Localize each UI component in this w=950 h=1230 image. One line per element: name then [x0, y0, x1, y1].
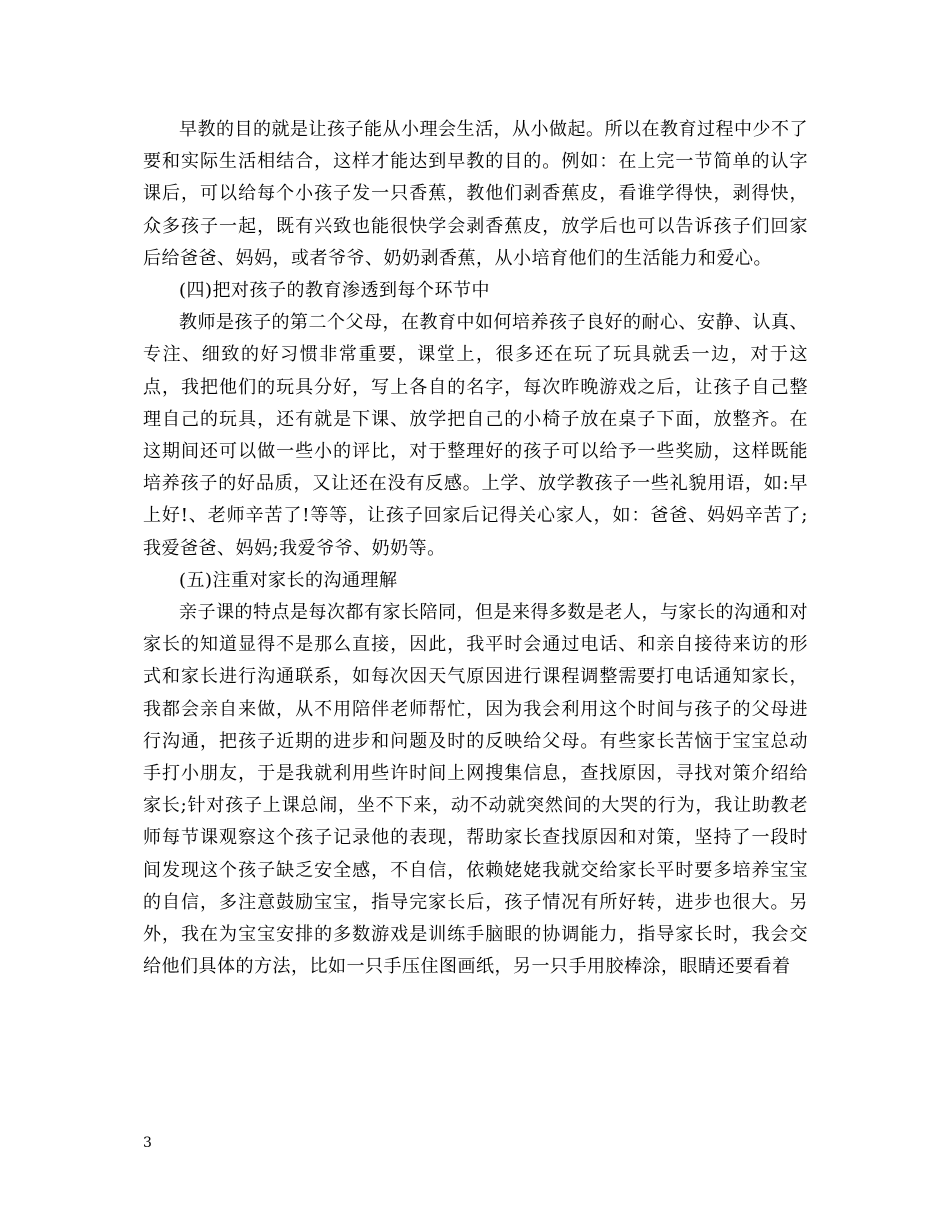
section-heading-five: (五)注重对家长的沟通理解: [179, 569, 398, 591]
document-body: [143, 114, 808, 983]
page-number: 3: [143, 1135, 152, 1151]
paragraph-parent-communication: 亲子课的特点是每次都有家长陪同，但是来得多数是老人，与家长的沟通和对家长的知道显得不是那么直接，因此，我平时会通过电话、和亲自接待来访的形式和家长进行沟通联系，如每次因天气原因进行课程调整需要打电话通知家长，我都会亲自来做，从不用陪伴老师帮忙，因为我会利用这个时间与孩子的父母进行沟通，把孩子近期的进步和问题及时的反映给父母。有些家长苦恼于宝宝总动手打小朋友，于是我就利用些许时间上网搜集信息，查找原因，寻找对策介绍给家长;针对孩子上课总闹，坐不下来，动不动就突然间的大哭的行为，我让助教老师每节课观察这个孩子记录他的表现，帮助家长查找原因和对策，坚持了一段时间发现这个孩子缺乏安全感，不自信，依赖姥姥我就交给家长平时要多培养宝宝的自信，多注意鼓励宝宝，指导完家长后，孩子情况有所好转，进步也很大。另外，我在为宝宝安排的多数游戏是训练手脑眼的协调能力，指导家长时，我会交给他们具体的方法，比如一只手压住图画纸，另一只手用胶棒涂，眼睛还要看着: [143, 602, 808, 978]
section-heading-four: (四)把对孩子的教育渗透到每个环节中: [179, 280, 491, 302]
paragraph-teacher-habits: 教师是孩子的第二个父母，在教育中如何培养孩子良好的耐心、安静、认真、专注、细致的好习惯非常重要，课堂上，很多还在玩了玩具就丢一边，对于这点，我把他们的玩具分好，写上各自的名字，每次昨晚游戏之后，让孩子自己整理自己的玩具，还有就是下课、放学把自己的小椅子放在桌子下面，放整齐。在这期间还可以做一些小的评比，对于整理好的孩子可以给予一些奖励，这样既能培养孩子的好品质，又让还在没有反感。上学、放学教孩子一些礼貌用语，如:早上好!、老师辛苦了!等等，让孩子回家后记得关心家人，如：爸爸、妈妈辛苦了;我爱爸爸、妈妈;我爱爷爷、奶奶等。: [143, 312, 808, 559]
paragraph-early-education-purpose: 早教的目的就是让孩子能从小理会生活，从小做起。所以在教育过程中少不了要和实际生活相结合，这样才能达到早教的目的。例如：在上完一节简单的认字课后，可以给每个小孩子发一只香蕉，教他们剥香蕉皮，看谁学得快，剥得快，众多孩子一起，既有兴致也能很快学会剥香蕉皮，放学后也可以告诉孩子们回家后给爸爸、妈妈，或者爷爷、奶奶剥香蕉，从小培育他们的生活能力和爱心。: [143, 119, 808, 269]
